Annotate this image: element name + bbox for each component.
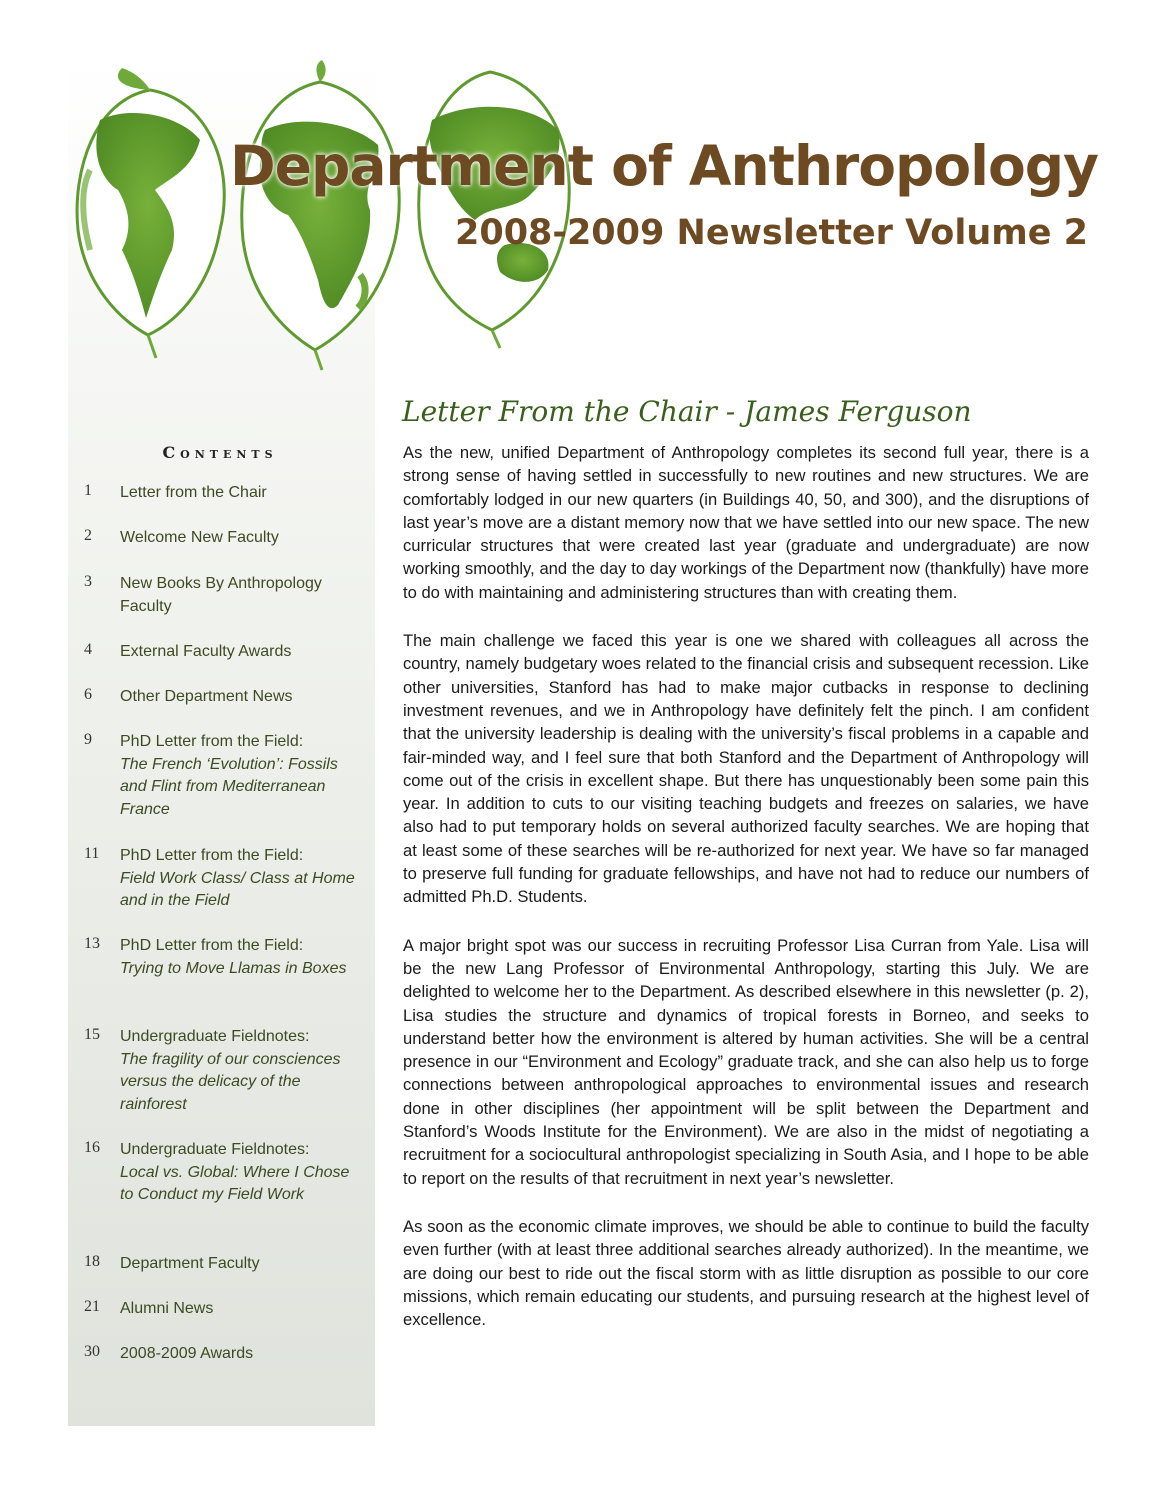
contents-heading: Contents [162, 443, 278, 462]
letter-paragraph: A major bright spot was our success in recruiting Professor Lisa Curran from Yale. Lisa will be the new Lang Professor of Environmental Anthropology, starting this July. We are delighted to welcome her to the Department. As described elsewhere in this newsletter (p. 2), Lisa studies the structure and dynamics of tropical forests in Borneo, and seeks to understand better how the environment is altered by human activities. She will be a central presence in our “Environment and Ecology” graduate track, and she can also help us to forge connections between anthropological approaches to environmental issues and research done in other disciplines (her appointment will be split between the Department and Stanford’s Woods Institute for the Environment). We are also in the midst of negotiating a recruitment for a sociocultural anthropologist specializing in South Asia, and I hope to be able to report on the results of that recruitment in next year’s newsletter. [403, 935, 1089, 1188]
toc-subtitle: Field Work Class/ Class at Home and in the Field [120, 869, 355, 909]
toc-subtitle: The fragility of our consciences versus the delicacy of the rainforest [120, 1050, 341, 1113]
toc-title: Undergraduate Fieldnotes: [120, 1028, 310, 1045]
toc-title: New Books By Anthropology Faculty [120, 575, 322, 615]
toc-page-number: 3 [84, 573, 92, 590]
toc-title: External Faculty Awards [120, 643, 292, 660]
toc-title: Letter from the Chair [120, 484, 267, 501]
newsletter-subtitle: 2008-2009 Newsletter Volume 2 [455, 213, 1088, 253]
toc-page-number: 9 [84, 731, 92, 748]
letter-title: Letter From the Chair - James Ferguson [402, 395, 972, 428]
newsletter-title: Department of Anthropology [230, 134, 1099, 198]
toc-subtitle: Local vs. Global: Where I Chose to Conduct my Field Work [120, 1163, 350, 1203]
toc-subtitle: The French ‘Evolution’: Fossils and Flint from Mediterranean France [120, 755, 338, 818]
letter-body [403, 441, 1089, 1356]
toc-title: PhD Letter from the Field: [120, 847, 304, 864]
toc-page-number: 6 [84, 686, 92, 703]
leaf-africa-icon [242, 60, 399, 370]
toc-title: Alumni News [120, 1300, 214, 1317]
toc-page-number: 15 [84, 1026, 100, 1043]
toc-title: PhD Letter from the Field: [120, 733, 304, 750]
toc-title: 2008-2009 Awards [120, 1345, 254, 1362]
toc-title: Other Department News [120, 688, 293, 705]
toc-page-number: 21 [84, 1298, 100, 1315]
toc-page-number: 1 [84, 482, 92, 499]
letter-paragraph: As the new, unified Department of Anthropology completes its second full year, there is a strong sense of having settled in successfully to new routines and new structures. We are comfortably lodged in our new quarters (in Buildings 40, 50, and 300), and the disruptions of last year’s move are a distant memory now that we have settled into our new space. The new curricular structures that were created last year (graduate and undergraduate) are now working smoothly, and the day to day workings of the Department now (thankfully) have more to do with maintaining and administering structures than with creating them. [403, 443, 1089, 602]
toc-page-number: 2 [84, 527, 92, 544]
toc-page-number: 13 [84, 935, 100, 952]
toc-page-number: 4 [84, 641, 92, 658]
toc-page-number: 18 [84, 1253, 100, 1270]
toc-title: Welcome New Faculty [120, 529, 279, 546]
toc-title: Department Faculty [120, 1255, 260, 1272]
letter-paragraph: The main challenge we faced this year is one we shared with colleagues all across the country, namely budgetary woes related to the financial crisis and subsequent recession. Like other universities, Stanford has had to make major cutbacks in response to declining investment revenues, and we in Anthropology have definitely felt the pinch. I am confident that the university leadership is dealing with the university’s fiscal problems in a capable and fair-minded way, and I feel sure that both Stanford and the Department of Anthropology will come out of the crisis in excellent shape. But there has unquestionably been some pain this year. In addition to cuts to our visiting teaching budgets and freezes on salaries, we have also had to put temporary holds on several authorized faculty searches. We are hoping that at least some of these searches will be re-authorized for next year. We have so far managed to preserve full funding for graduate fellowships, and have not had to reduce our numbers of admitted Ph.D. Students. [403, 631, 1089, 907]
leaf-asia-icon [419, 72, 569, 348]
toc-page-number: 16 [84, 1139, 100, 1156]
toc-page-number: 11 [84, 845, 100, 862]
toc-title: Undergraduate Fieldnotes: [120, 1141, 310, 1158]
leaf-americas-icon [77, 68, 224, 358]
letter-paragraph: As soon as the economic climate improves, we should be able to continue to build the faculty even further (with at least three additional searches already authorized). In the meantime, we are doing our best to ride out the fiscal storm with as little disruption as possible to our core missions, which remain educating our students, and pursuing research at the highest level of excellence. [403, 1216, 1089, 1330]
toc-page-number: 30 [84, 1343, 100, 1360]
toc-subtitle: Trying to Move Llamas in Boxes [120, 959, 347, 977]
toc-title: PhD Letter from the Field: [120, 937, 304, 954]
